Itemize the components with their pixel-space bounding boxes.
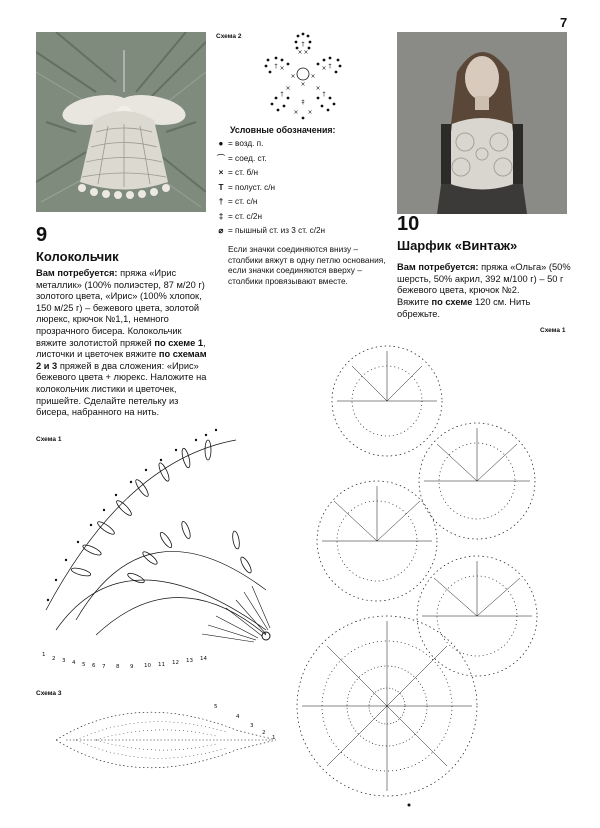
svg-text:†: † [328, 63, 332, 70]
svg-text:†: † [280, 91, 284, 98]
scheme1-row-label-12: 12 [172, 660, 179, 666]
scheme3-leaf-diagram [36, 690, 286, 790]
scheme1-row-label-5: 5 [82, 662, 86, 668]
svg-text:×: × [293, 109, 299, 116]
double-crochet-icon: † [218, 197, 224, 206]
project10-title: Шарфик «Винтаж» [397, 238, 518, 253]
svg-text:×: × [285, 85, 291, 92]
scheme3-row-2: 2 [262, 730, 266, 736]
project10-number: 10 [397, 213, 420, 235]
scheme2-flower-diagram [258, 26, 348, 122]
legend-item-hdc: T = полуст. с/н [214, 181, 374, 196]
project10-materials-label: Вам потребуется: [397, 262, 479, 272]
legend-item-sc: × = ст. б/н [214, 166, 374, 181]
legend-item-puff: ⌀ = пышный ст. из 3 ст. с/2н [214, 224, 374, 239]
scheme1-row-label-9: 9 [130, 664, 134, 670]
scheme3-row-3: 3 [250, 723, 254, 729]
half-double-crochet-icon: T [218, 182, 224, 192]
scheme1-row-label-2: 2 [52, 656, 56, 662]
svg-text:‡: ‡ [301, 99, 305, 106]
project9-title: Колокольчик [36, 249, 119, 264]
svg-text:×: × [321, 65, 327, 72]
legend-item-slip: ⌒ = соед. ст. [214, 152, 374, 167]
svg-text:×: × [290, 73, 296, 80]
svg-text:†: † [301, 41, 305, 48]
svg-text:×: × [300, 81, 306, 88]
scheme1-row-label-3: 3 [62, 658, 66, 664]
legend-item-dc: † = ст. с/н [214, 195, 374, 210]
bell-photo [36, 32, 206, 212]
svg-text:×: × [307, 109, 313, 116]
scheme1-row-label-4: 4 [72, 660, 76, 666]
scarf-photo [397, 32, 567, 214]
legend-item-tr: ‡ = ст. с/2н [214, 210, 374, 225]
project10-instructions: Вяжите по схеме 120 см. Нить обрежьте. [397, 297, 531, 319]
legend-note: Если значки соединяются внизу – столбики вяжут в одну петлю основания, если значки соединяются вверху – столбики провязывают вместе. [228, 244, 386, 286]
scheme1-row-label-13: 13 [186, 658, 193, 664]
scheme1-scarf-diagram [272, 316, 572, 816]
project9-number: 9 [36, 224, 48, 246]
svg-text:†: † [274, 63, 278, 70]
svg-text:×: × [315, 85, 321, 92]
svg-text:×: × [310, 73, 316, 80]
svg-text:×: × [303, 49, 309, 56]
project9-description: Вам потребуется: пряжа «Ирис металлик» (100% полиэстер, 87 м/20 г) золотого цвета, «Ирис» (100% хлопок, 150 м/25 г) – бежевого цвета, золотой люрекс, крючок №1,1, немного прозрачного бисера. Колокольчик вяжите золотистой пряжей по схеме 1, листочки и цветочек вяжите по схемам 2 и 3 пряжей в два сложения: «Ирис» бежевого цвета + люрекс. Наложите на колокольчик листики и цветочек, пришейте. Сделайте петельку из бисера, набранного на нить. [36, 268, 207, 418]
project9-materials-label: Вам потребуется: [36, 268, 118, 278]
slip-stitch-icon: ⌒ [216, 153, 226, 163]
legend-list [214, 137, 374, 239]
scheme1-left-label: Схема 1 [36, 436, 62, 443]
scheme3-label: Схема 3 [36, 690, 62, 697]
scheme1-right-label: Схема 1 [540, 327, 566, 334]
svg-text:×: × [297, 49, 303, 56]
scheme2-label: Схема 2 [216, 33, 242, 40]
single-crochet-icon: × [218, 168, 224, 177]
scheme3-row-4: 4 [236, 714, 240, 720]
scheme1-row-label-7: 7 [102, 664, 106, 670]
scheme1-row-label-14: 14 [200, 656, 207, 662]
scheme1-row-label-11: 11 [158, 662, 165, 668]
puff-stitch-icon: ⌀ [218, 226, 224, 235]
scheme1-row-label-6: 6 [92, 663, 96, 669]
page-number: 7 [560, 15, 568, 30]
svg-text:×: × [279, 65, 285, 72]
scheme1-bell-diagram [36, 420, 276, 670]
scheme3-row-5: 5 [214, 704, 218, 710]
legend-title: Условные обозначения: [230, 125, 336, 135]
project10-description: Вам потребуется: пряжа «Ольга» (50% шерсть, 50% акрил, 392 м/100 г) – 50 г бежевого цвета, крючок №2. [397, 262, 571, 296]
scheme1-row-label-8: 8 [116, 664, 120, 670]
svg-text:†: † [322, 91, 326, 98]
legend-item-chain: ● = возд. п. [214, 137, 374, 152]
scheme1-row-label-1: 1 [42, 652, 46, 658]
treble-crochet-icon: ‡ [218, 211, 224, 221]
chain-stitch-icon: ● [218, 139, 224, 148]
scheme3-row-1: 1 [272, 735, 276, 741]
scheme1-row-label-10: 10 [144, 663, 151, 669]
